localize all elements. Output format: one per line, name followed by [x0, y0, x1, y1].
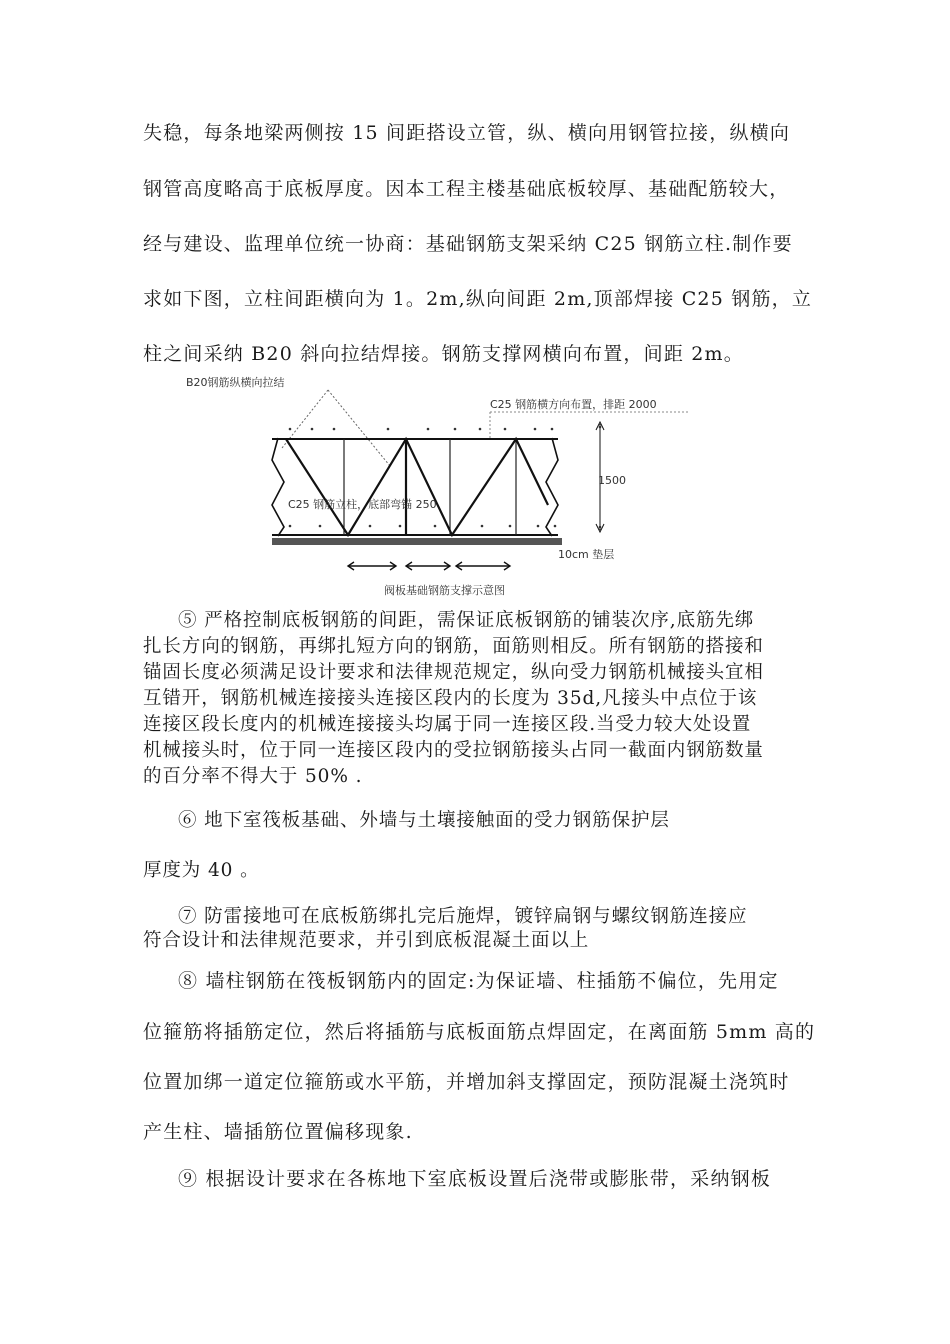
figure-label-cushion: 10cm 垫层 [558, 548, 615, 561]
text-line: ⑤ 严格控制底板钢筋的间距，需保证底板钢筋的铺装次序,底筋先绑 [178, 610, 755, 631]
text-line: 厚度为 40 。 [143, 860, 260, 881]
text-line: 机械接头时，位于同一连接区段内的受拉钢筋接头占同一截面内钢筋数量 [143, 740, 764, 761]
text-line: 的百分率不得大于 50% . [143, 766, 363, 787]
text-line: 柱之间采纳 B20 斜向拉结焊接。钢筋支撑网横向布置，间距 2m。 [143, 343, 744, 365]
text-line: 位置加绑一道定位箍筋或水平筋，并增加斜支撑固定，预防混凝土浇筑时 [143, 1071, 790, 1093]
text-line: 钢管高度略高于底板厚度。因本工程主楼基础底板较厚、基础配筋较大， [143, 178, 790, 200]
text-line: ⑧ 墙柱钢筋在筏板钢筋内的固定:为保证墙、柱插筋不偏位，先用定 [178, 970, 779, 992]
text-line: 连接区段长度内的机械连接接头均属于同一连接区段.当受力较大处设置 [143, 714, 752, 735]
text-line: 产生柱、墙插筋位置偏移现象. [143, 1121, 413, 1143]
text-line: ⑨ 根据设计要求在各栋地下室底板设置后浇带或膨胀带，采纳钢板 [178, 1168, 772, 1190]
text-line: 符合设计和法律规范要求，并引到底板混凝土面以上 [143, 930, 590, 951]
text-line: 互错开，钢筋机械连接接头连接区段内的长度为 35d,凡接头中点位于该 [143, 688, 758, 709]
text-line: ⑥ 地下室筏板基础、外墙与土壤接触面的受力钢筋保护层 [178, 810, 670, 831]
text-line: 失稳，每条地梁两侧按 15 间距搭设立管，纵、横向用钢管拉接，纵横向 [143, 122, 791, 144]
text-line: 求如下图，立柱间距横向为 1。2m,纵向间距 2m,顶部焊接 C25 钢筋，立 [143, 288, 813, 310]
figure-label-c25-top: C25 钢筋横方向布置，排距 2000 [490, 398, 657, 411]
text-line: 经与建设、监理单位统一协商：基础钢筋支架采纳 C25 钢筋立柱.制作要 [143, 233, 793, 255]
text-line: 扎长方向的钢筋，再绑扎短方向的钢筋，面筋则相反。所有钢筋的搭接和 [143, 636, 764, 657]
text-line: 锚固长度必须满足设计要求和法律规范规定，纵向受力钢筋机械接头宜相 [143, 662, 764, 683]
figure-label-1500: 1500 [598, 474, 626, 487]
figure-label-b20: B20钢筋纵横向拉结 [186, 376, 285, 389]
figure-label-c25-post: C25 钢筋立柱，底部弯锚 250 [288, 498, 437, 511]
figure-caption: 阀板基础钢筋支撑示意图 [384, 584, 505, 597]
text-line: ⑦ 防雷接地可在底板筋绑扎完后施焊，镀锌扁钢与螺纹钢筋连接应 [178, 906, 748, 927]
text-line: 位箍筋将插筋定位，然后将插筋与底板面筋点焊固定，在离面筋 5mm 高的 [143, 1021, 816, 1043]
rebar-support-diagram [160, 370, 720, 602]
